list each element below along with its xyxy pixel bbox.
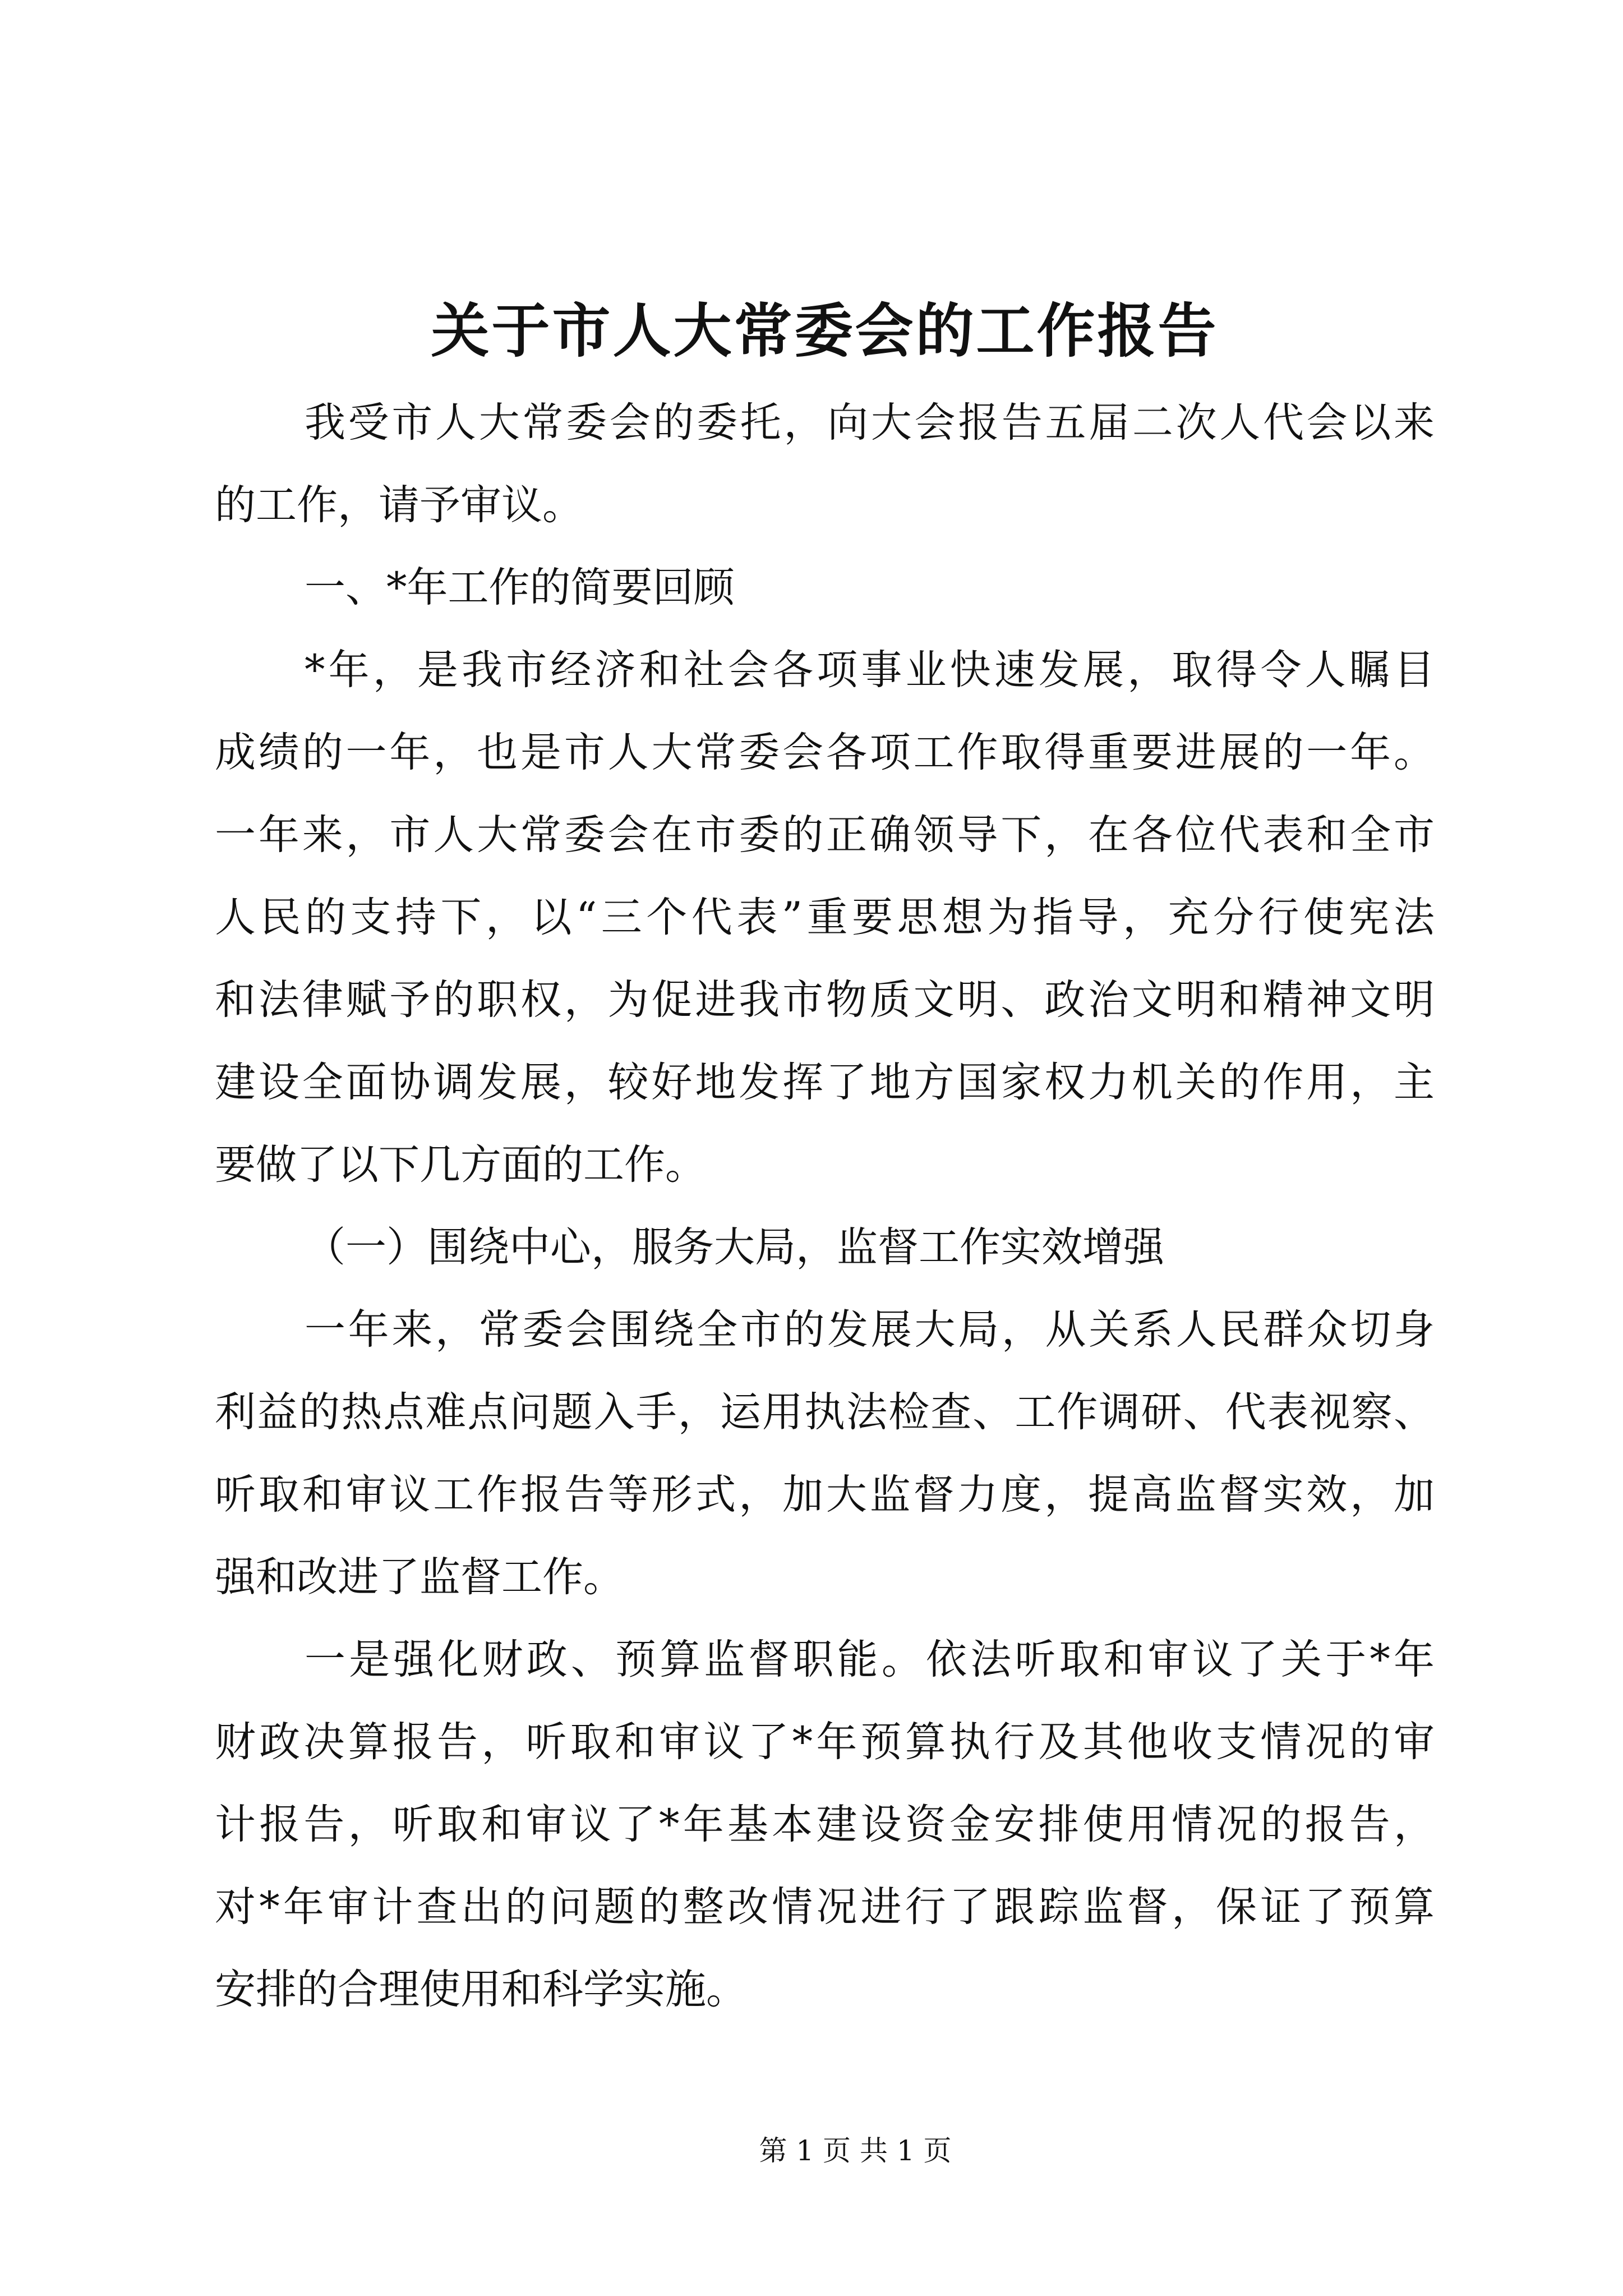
paragraph-intro <box>215 381 1435 546</box>
paragraph-line: 财政决算报告，听取和审议了*年预算执行及其他收支情况的审 <box>215 1718 1435 1766</box>
document-body <box>215 381 1435 2031</box>
paragraph-line: 安排的合理使用和科学实施。 <box>215 1966 747 2013</box>
paragraph-line: 一年来，市人大常委会在市委的正确领导下，在各位代表和全市 <box>215 811 1435 859</box>
paragraph-line: 一年来，常委会围绕全市的发展大局，从关系人民群众切身 <box>305 1306 1435 1354</box>
paragraph-line: 听取和审议工作报告等形式，加大监督力度，提高监督实效，加 <box>215 1471 1435 1519</box>
paragraph-supervision <box>215 1289 1435 1618</box>
paragraph-line: *年，是我市经济和社会各项事业快速发展，取得令人瞩目 <box>305 646 1435 694</box>
paragraph-line: 建设全面协调发展，较好地发挥了地方国家权力机关的作用，主 <box>215 1059 1435 1106</box>
paragraph-finance <box>215 1618 1435 2031</box>
paragraph-review <box>215 629 1435 1206</box>
paragraph-line: 要做了以下几方面的工作。 <box>215 1141 706 1189</box>
paragraph-line: 我受市人大常委会的委托，向大会报告五届二次人代会以来 <box>305 399 1435 447</box>
paragraph-line: 和法律赋予的职权，为促进我市物质文明、政治文明和精神文明 <box>215 976 1435 1024</box>
paragraph-line: 的工作，请予审议。 <box>215 481 583 529</box>
paragraph-line: 人民的支持下，以“三个代表”重要思想为指导，充分行使宪法 <box>215 894 1435 941</box>
paragraph-line: 一是强化财政、预算监督职能。依法听取和审议了关于*年 <box>305 1636 1435 1683</box>
paragraph-line: 计报告，听取和审议了*年基本建设资金安排使用情况的报告， <box>215 1801 1435 1848</box>
document-title: 关于市人大常委会的工作报告 <box>431 296 1219 365</box>
paragraph-line: 利益的热点难点问题入手，运用执法检查、工作调研、代表视察、 <box>215 1388 1435 1436</box>
paragraph-line: 强和改进了监督工作。 <box>215 1553 624 1601</box>
subsection-heading <box>215 1206 1435 1289</box>
page-number-footer: 第 1 页 共 1 页 <box>759 2134 952 2167</box>
section-heading <box>215 546 1435 629</box>
paragraph-line: 对*年审计查出的问题的整改情况进行了跟踪监督，保证了预算 <box>215 1883 1435 1931</box>
paragraph-line: 成绩的一年，也是市人大常委会各项工作取得重要进展的一年。 <box>215 729 1435 776</box>
heading-line: （一）围绕中心，服务大局，监督工作实效增强 <box>305 1223 1164 1271</box>
heading-line: 一、*年工作的简要回顾 <box>305 564 735 611</box>
